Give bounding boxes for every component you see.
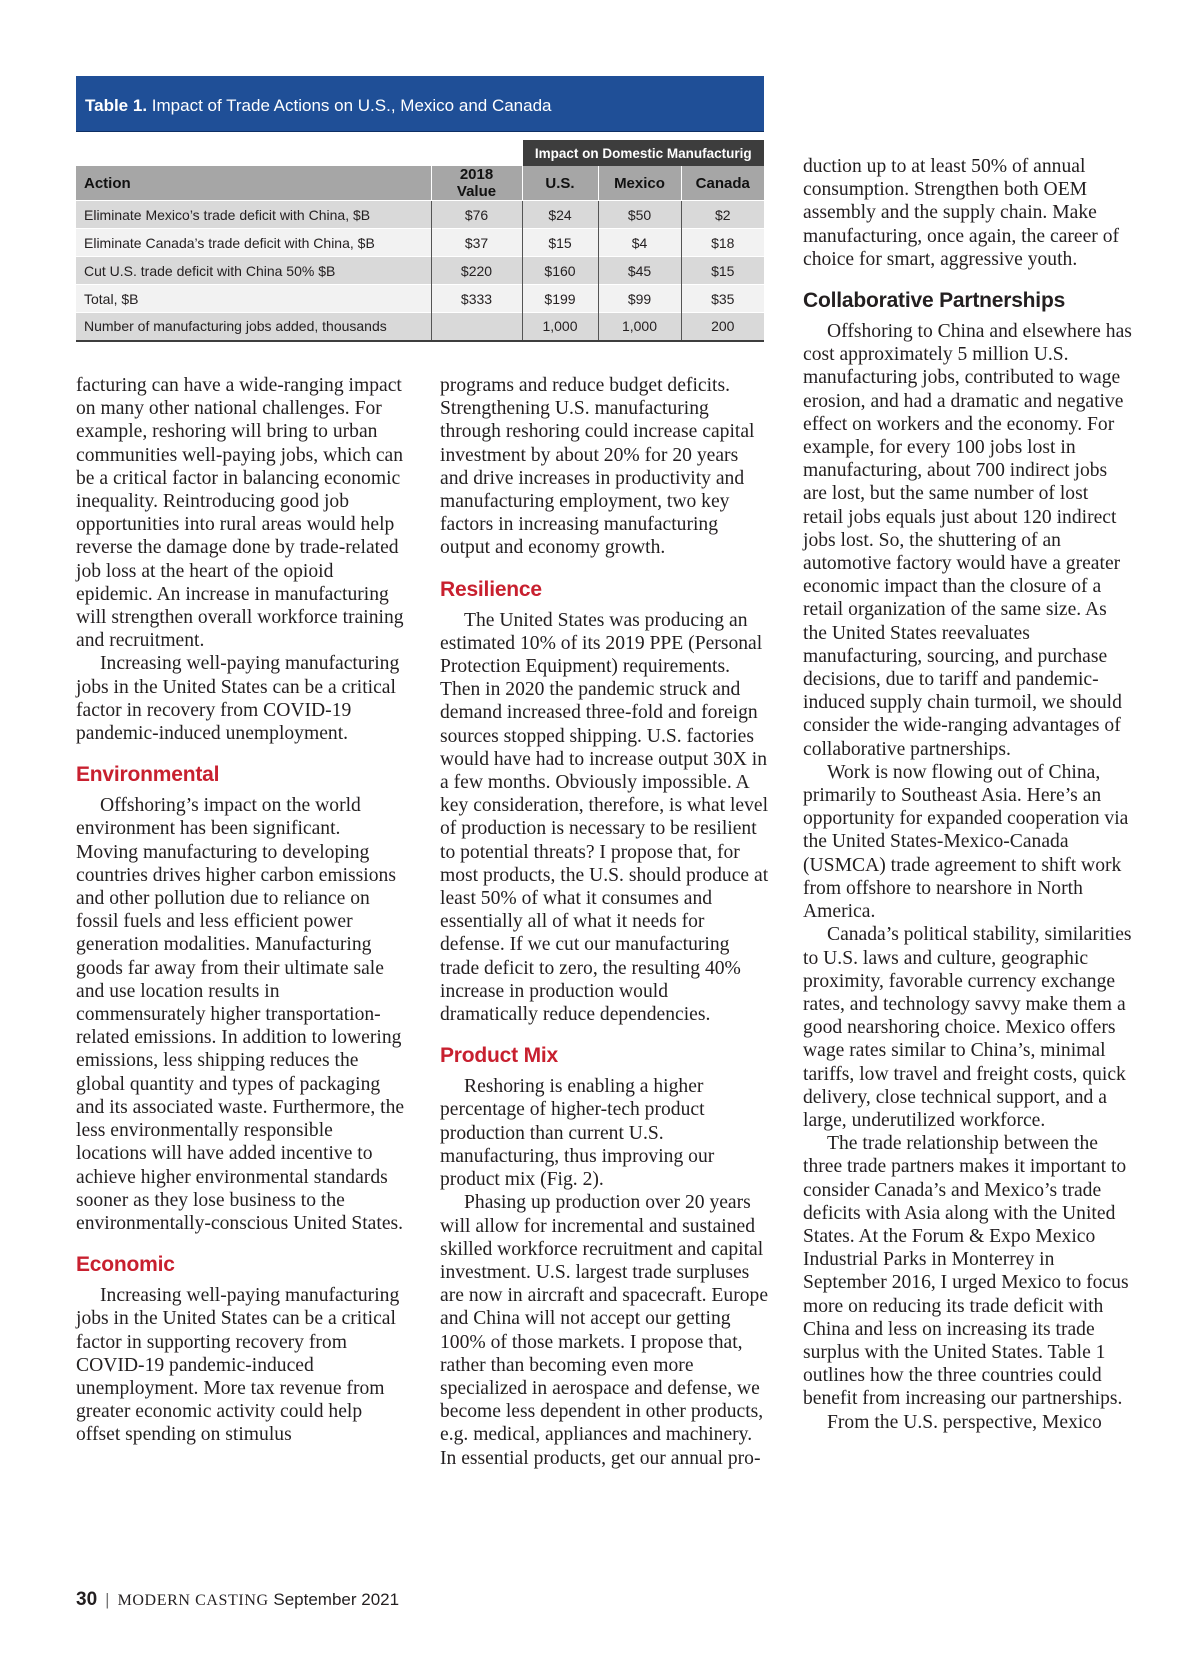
paragraph: Increasing well-paying manufacturing jobs in the United States can be a critical factor in recovery from COVID-19 pandemic-induced unemployment.	[76, 653, 400, 745]
cell-us: $160	[522, 257, 598, 285]
cell-value	[431, 313, 522, 341]
heading-environmental: Environmental	[76, 763, 220, 787]
cell-mexico: $4	[598, 229, 681, 257]
cell-action: Cut U.S. trade deficit with China 50% $B	[76, 257, 431, 285]
table-title-bar	[76, 76, 764, 132]
paragraph: Phasing up production over 20 years will allow for incremental and sustained skilled workforce recruitment and capital investment. U.S. largest trade surpluses are now in aircraft and spacecraft. Europe and China will not accept our getting 100% of those markets. I propose that, rather than becoming even more specialized in aerospace and defense, we become less dependent in other products, e.g. medical, appliances and machinery. In essential products, get our annual pro-	[440, 1192, 769, 1469]
cell-us: $199	[522, 285, 598, 313]
cell-mexico: $50	[598, 201, 681, 229]
heading-economic: Economic	[76, 1253, 175, 1277]
cell-mexico: $45	[598, 257, 681, 285]
page-footer	[76, 1589, 399, 1611]
paragraph: Increasing well-paying manufacturing jobs in the United States can be a critical factor in supporting recovery from COVID-19 pandemic-induced unemployment. More tax revenue from greater economic activity could help offset spending on stimulus	[76, 1285, 400, 1446]
cell-mexico: 1,000	[598, 313, 681, 341]
cell-mexico: $99	[598, 285, 681, 313]
table-label: Table 1.	[85, 96, 148, 115]
table-gap	[76, 132, 764, 140]
cell-value: $333	[431, 285, 522, 313]
table-1	[76, 76, 764, 342]
cell-canada: 200	[681, 313, 764, 341]
table-row	[76, 285, 764, 313]
cell-value: $37	[431, 229, 522, 257]
cell-action: Number of manufacturing jobs added, thousands	[76, 313, 431, 341]
text-column-3	[803, 155, 1133, 1434]
cell-canada: $18	[681, 229, 764, 257]
table-row	[76, 229, 764, 257]
paragraph: From the U.S. perspective, Mexico	[827, 1411, 1102, 1433]
table-row	[76, 313, 764, 341]
text-column-1	[76, 374, 406, 1447]
paragraph: Work is now flowing out of China, primarily to Southeast Asia. Here’s an opportunity for expanded cooperation via the United States-Mexico-Canada (USMCA) trade agreement to shift work from offshore to nearshore in North America.	[803, 761, 1129, 923]
table-header-row	[76, 166, 764, 201]
header-us: U.S.	[522, 166, 598, 201]
header-mexico: Mexico	[598, 166, 681, 201]
paragraph: The trade relationship between the three trade partners makes it important to consider Canada’s and Mexico’s trade deficits with Asia along with the United States. At the Forum & Expo Mexico Industrial Parks in Monterrey in September 2016, I urged Mexico to focus more on reducing its trade deficit with China and less on increasing its trade surplus with the United States. Table 1 outlines how the three countries could benefit from increasing our partnerships.	[803, 1133, 1129, 1410]
header-action: Action	[76, 166, 431, 201]
heading-resilience: Resilience	[440, 577, 542, 601]
impact-table	[76, 140, 764, 342]
paragraph: duction up to at least 50% of annual consumption. Strengthen both OEM assembly and the supply chain. Make manufacturing, once again, the career of choice for smart, aggressive youth.	[803, 156, 1120, 270]
cell-canada: $2	[681, 201, 764, 229]
cell-value: $76	[431, 201, 522, 229]
group-header: Impact on Domestic Manufacturig	[522, 140, 764, 166]
cell-value: $220	[431, 257, 522, 285]
cell-action: Eliminate Canada’s trade deficit with China, $B	[76, 229, 431, 257]
cell-canada: $15	[681, 257, 764, 285]
paragraph: The United States was producing an estimated 10% of its 2019 PPE (Personal Protection Equipment) requirements. Then in 2020 the pandemic struck and demand increased three-fold and foreign sources stopped shipping. U.S. factories would have had to increase output 30X in a few months. Obviously impossible. A key consideration, therefore, is what level of production is necessary to be resilient to potential threats? I propose that, for most products, the U.S. should produce at least 50% of what it consumes and essentially all of what it needs for defense. If we cut our manufacturing trade deficit to zero, the resulting 40% increase in production would dramatically reduce dependencies.	[440, 609, 769, 1026]
paragraph: Reshoring is enabling a higher percentage of higher-tech product production than current U.S. manufacturing, thus improving our product mix (Fig. 2).	[440, 1076, 715, 1191]
magazine-name: MODERN CASTING	[117, 1592, 269, 1609]
empty-cell	[76, 140, 431, 166]
paragraph: Canada’s political stability, similarities to U.S. laws and culture, geographic proximity, favorable currency exchange rates, and technology savvy make them a good nearshoring choice. Mexico offers wage rates similar to China’s, minimal tariffs, low travel and freight costs, quick delivery, close technical support, and a large, underutilized workforce.	[803, 924, 1132, 1131]
heading-product-mix: Product Mix	[440, 1044, 558, 1068]
issue-date: September 2021	[273, 1590, 400, 1609]
cell-us: 1,000	[522, 313, 598, 341]
footer-separator: |	[105, 1590, 110, 1609]
heading-collaborative-partnerships: Collaborative Partnerships	[803, 289, 1066, 313]
cell-us: $24	[522, 201, 598, 229]
header-2018-value: 2018 Value	[431, 166, 522, 201]
page-number: 30	[76, 1589, 98, 1610]
cell-action: Eliminate Mexico’s trade deficit with China, $B	[76, 201, 431, 229]
header-canada: Canada	[681, 166, 764, 201]
paragraph: Offshoring’s impact on the world environment has been significant. Moving manufacturing to developing countries drives higher carbon emissions and other pollution due to reliance on fossil fuels and less efficient power generation modalities. Manufacturing goods far away from their ultimate sale and use location results in commensurately higher transportation-related emissions. In addition to lowering emissions, less shipping reduces the global quantity and types of packaging and its associated waste. Furthermore, the less environmentally responsible locations will have added incentive to achieve higher environmental standards sooner as they lose business to the environmentally-conscious United States.	[76, 795, 405, 1234]
paragraph: facturing can have a wide-ranging impact on many other national challenges. For example, reshoring will bring to urban communities well-paying jobs, which can be a critical factor in balancing economic inequality. Reintroducing good job opportunities into rural areas would help reverse the damage done by trade-related job loss at the heart of the opioid epidemic. An increase in manufacturing will strengthen overall workforce training and recruitment.	[76, 375, 404, 652]
cell-us: $15	[522, 229, 598, 257]
table-group-header-row	[76, 140, 764, 166]
table-row	[76, 257, 764, 285]
paragraph: Offshoring to China and elsewhere has cost approximately 5 million U.S. manufacturing jobs, contributed to wage erosion, and had a dramatic and negative effect on workers and the economy. For example, for every 100 jobs lost in manufacturing, about 700 indirect jobs are lost, but the same number of lost retail jobs equals just about 120 indirect jobs lost. So, the shuttering of an automotive factory would have a greater economic impact than the closure of a retail organization of the same size. As the United States reevaluates manufacturing, sourcing, and purchase decisions, due to tariff and pandemic-induced supply chain turmoil, we should consider the wide-ranging advantages of collaborative partnerships.	[803, 321, 1132, 760]
empty-cell	[431, 140, 522, 166]
text-column-2	[440, 374, 770, 1470]
cell-action: Total, $B	[76, 285, 431, 313]
paragraph: programs and reduce budget deficits. Strengthening U.S. manufacturing through reshoring could increase capital investment by about 20% for 20 years and drive increases in productivity and manufacturing employment, two key factors in increasing manufacturing output and economy growth.	[440, 375, 755, 559]
table-title: Impact of Trade Actions on U.S., Mexico and Canada	[151, 96, 552, 115]
cell-canada: $35	[681, 285, 764, 313]
table-row	[76, 201, 764, 229]
